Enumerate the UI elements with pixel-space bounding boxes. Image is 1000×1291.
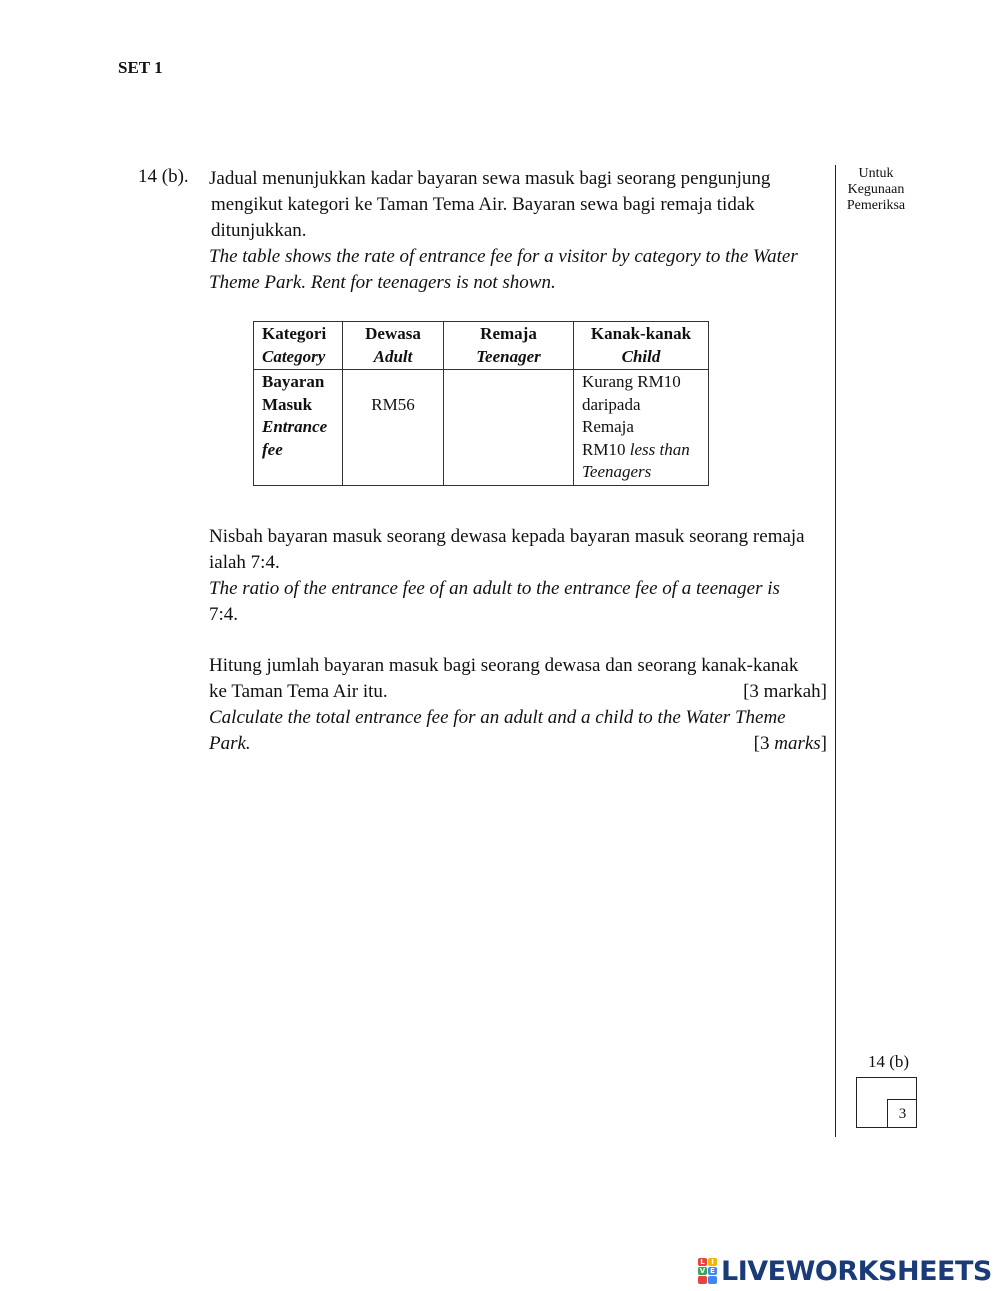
ratio-statement	[209, 524, 829, 628]
header-category-en: Category	[262, 346, 326, 366]
child-fee-ms-3: Remaja	[582, 417, 634, 436]
marks-en-word: marks	[774, 733, 821, 754]
intro-ms-line-3: ditunjukkan.	[211, 220, 307, 241]
header-category-ms: Kategori	[262, 324, 327, 343]
task-en-line-2: Park.	[209, 733, 251, 754]
ratio-ms-line-2: ialah 7:4.	[209, 552, 280, 573]
child-fee-ms-1: Kurang RM10	[582, 372, 681, 391]
task-ms-line-1: Hitung jumlah bayaran masuk bagi seorang dewasa dan seorang kanak-kanak	[209, 655, 799, 676]
examiner-use-label	[838, 166, 914, 214]
header-adult-ms: Dewasa	[365, 324, 421, 343]
header-teenager-en: Teenager	[476, 346, 541, 366]
mark-box-reference: 14 (b)	[868, 1052, 910, 1071]
child-fee-en-2: Teenagers	[582, 462, 652, 481]
task-en-line-1: Calculate the total entrance fee for an adult and a child to the Water Theme	[209, 707, 786, 728]
header-teenager	[444, 322, 574, 370]
row-label-ms-1: Bayaran	[262, 372, 325, 391]
liveworksheets-brand	[698, 1255, 992, 1287]
intro-en-line-2: Theme Park. Rent for teenagers is not shown.	[209, 272, 556, 293]
question-number: 14 (b).	[138, 166, 189, 187]
header-child	[574, 322, 709, 370]
question-intro	[209, 166, 829, 296]
logo-cell	[698, 1276, 707, 1284]
marks-en-close: ]	[820, 733, 827, 754]
marks-en	[754, 731, 827, 757]
cell-teenager-fee	[444, 370, 574, 486]
task-en-line-2-row	[209, 731, 827, 757]
set-label: SET 1	[118, 58, 163, 77]
intro-ms-line-2: mengikut kategori ke Taman Tema Air. Bayaran sewa bagi remaja tidak	[211, 194, 755, 215]
header-category	[254, 322, 343, 370]
table-row-entrance-fee	[254, 370, 709, 486]
logo-cell: V	[699, 1267, 706, 1275]
intro-ms-line-1: Jadual menunjukkan kadar bayaran sewa masuk bagi seorang pengunjung	[209, 168, 771, 189]
table-header-row	[254, 322, 709, 370]
marks-en-open: [3	[753, 733, 775, 754]
logo-cell: E	[708, 1267, 717, 1275]
examiner-line-2: Kegunaan	[847, 182, 905, 197]
liveworksheets-logo-icon	[698, 1258, 717, 1284]
fee-table	[253, 321, 709, 486]
child-fee-en-1	[582, 439, 700, 462]
child-fee-en-prefix: RM10	[582, 439, 630, 459]
logo-cell: L	[698, 1258, 707, 1266]
row-label-ms-2: Masuk	[262, 394, 313, 414]
header-child-ms: Kanak-kanak	[590, 324, 692, 343]
child-fee-ms-2: daripada	[582, 394, 641, 414]
ratio-ms-line-1: Nisbah bayaran masuk seorang dewasa kepada bayaran masuk seorang remaja	[209, 526, 805, 547]
task-ms-line-2: ke Taman Tema Air itu.	[209, 681, 388, 702]
marks-ms: [3 markah]	[743, 681, 827, 702]
intro-en-line-1: The table shows the rate of entrance fee for a visitor by category to the Water	[209, 246, 798, 267]
brand-name: LIVEWORKSHEETS	[721, 1255, 992, 1287]
header-adult	[343, 322, 444, 370]
task-statement	[209, 653, 827, 757]
logo-cell: I	[708, 1258, 717, 1266]
child-fee-en-italic: less than	[629, 439, 690, 459]
ratio-en-line-1: The ratio of the entrance fee of an adult to the entrance fee of a teenager is	[209, 578, 780, 599]
header-child-en: Child	[621, 346, 661, 366]
row-label-entrance-fee	[254, 370, 343, 486]
header-adult-en: Adult	[373, 346, 413, 366]
row-label-en-1: Entrance	[262, 417, 328, 436]
header-teenager-ms: Remaja	[480, 324, 537, 343]
task-ms-line-2-row	[209, 679, 827, 705]
logo-cell	[708, 1276, 717, 1284]
row-label-en-2: fee	[262, 439, 283, 459]
ratio-en-line-2: 7:4.	[209, 604, 239, 625]
max-marks-box: 3	[887, 1099, 917, 1128]
examiner-line-3: Pemeriksa	[846, 198, 906, 213]
cell-adult-fee: RM56	[343, 370, 444, 486]
margin-divider	[835, 165, 836, 1137]
cell-child-fee	[574, 370, 709, 486]
examiner-line-1: Untuk	[858, 166, 894, 181]
